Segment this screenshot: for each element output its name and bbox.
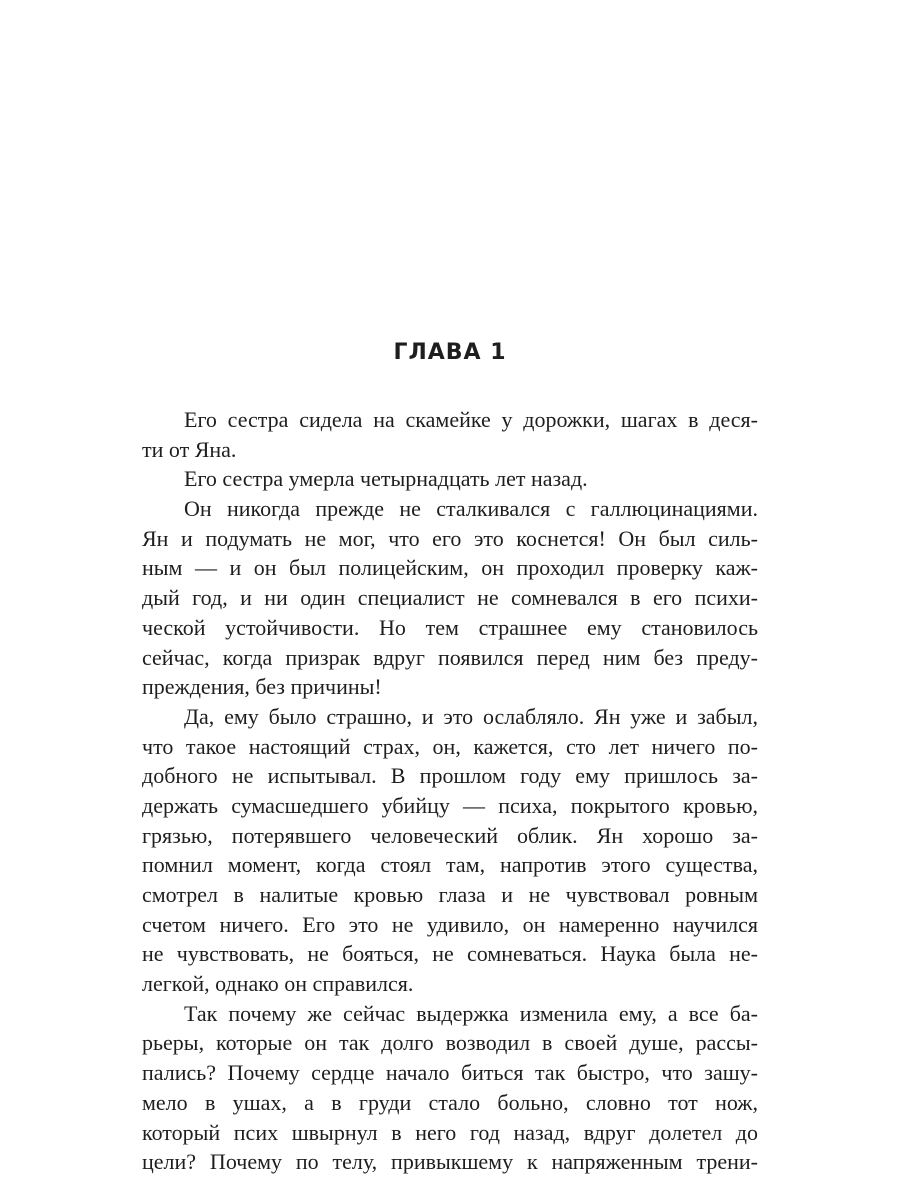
text-line: Его сестра умерла четырнадцать лет назад.: [184, 466, 588, 492]
text-line: Ян и подумать не мог, что его это коснется! Он был силь-: [142, 525, 758, 551]
text-line: Он никогда прежде не сталкивался с галлюцинациями.: [184, 496, 758, 522]
text-line: пались? Почему сердце начало биться так быстро, что зашу-: [142, 1060, 758, 1086]
text-line: ческой устойчивости. Но тем страшнее ему становилось: [142, 614, 758, 640]
chapter-body-text: [142, 405, 758, 1177]
text-line: счетом ничего. Его это не удивило, он намеренно научился: [142, 911, 758, 937]
text-line: мело в ушах, а в груди стало больно, словно тот нож,: [142, 1089, 758, 1115]
text-line: рьеры, которые он так долго возводил в своей душе, рассы-: [142, 1030, 758, 1056]
text-line: преждения, без причины!: [142, 674, 382, 700]
text-line: держать сумасшедшего убийцу — психа, покрытого кровью,: [142, 792, 758, 818]
text-line: помнил момент, когда стоял там, напротив этого существа,: [142, 852, 758, 878]
text-line: смотрел в налитые кровью глаза и не чувствовал ровным: [142, 882, 758, 907]
text-line: Так почему же сейчас выдержка изменила ему, а все ба-: [184, 1000, 758, 1026]
text-line: ти от Яна.: [142, 436, 237, 462]
text-line: Его сестра сидела на скамейке у дорожки, шагах в деся-: [184, 407, 758, 432]
text-line: который псих швырнул в него год назад, вдруг долетел до: [142, 1119, 758, 1145]
text-line: добного не испытывал. В прошлом году ему пришлось за-: [142, 763, 758, 789]
text-line: не чувствовать, не бояться, не сомневаться. Наука была не-: [142, 941, 758, 967]
chapter-title: ГЛАВА 1: [393, 340, 507, 365]
text-line: что такое настоящий страх, он, кажется, сто лет ничего по-: [142, 733, 758, 759]
text-line: грязью, потерявшего человеческий облик. Ян хорошо за-: [142, 822, 758, 848]
text-line: легкой, однако он справился.: [142, 971, 414, 997]
text-line: сейчас, когда призрак вдруг появился перед ним без преду-: [142, 644, 758, 670]
text-line: цели? Почему по телу, привыкшему к напряженным трени-: [142, 1149, 758, 1175]
text-line: Да, ему было страшно, и это ослабляло. Ян уже и забыл,: [184, 703, 758, 729]
text-line: дый год, и ни один специалист не сомневался в его психи-: [142, 585, 758, 611]
text-line: ным — и он был полицейским, он проходил проверку каж-: [142, 555, 758, 581]
